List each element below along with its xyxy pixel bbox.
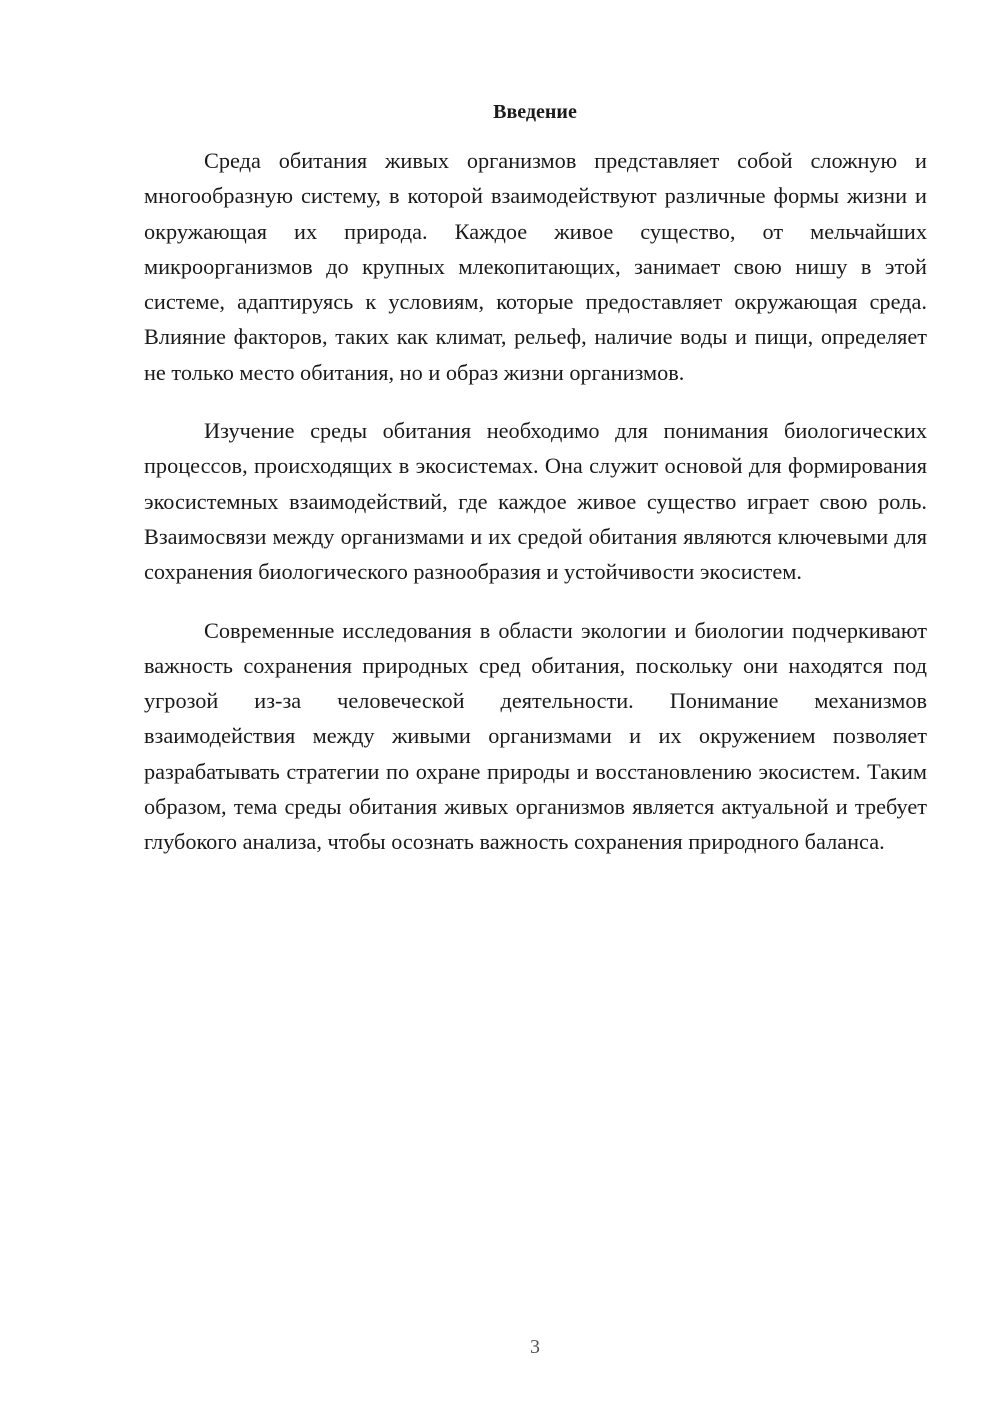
paragraph-1: Среда обитания живых организмов представляет собой сложную и многообразную систему, в которой взаимодействуют различные формы жизни и окружающая их природа. Каждое живое существо, от мельчайших микроорганизмов до крупных млекопитающих, занимает свою нишу в этой системе, адаптируясь к условиям, которые предоставляет окружающая среда. Влияние факторов, таких как климат, рельеф, наличие воды и пищи, определяет не только место обитания, но и образ жизни организмов. [144,148,927,385]
paragraph-3: Современные исследования в области экологии и биологии подчеркивают важность сохранения природных сред обитания, поскольку они находятся под угрозой из-за человеческой деятельности. Понимание механизмов взаимодействия между живыми организмами и их окружением позволяет разрабатывать стратегии по охране природы и восстановлению экосистем. Таким образом, тема среды обитания живых организмов является актуальной и требует глубокого анализа, чтобы осознать важность сохранения природного баланса. [144,617,927,855]
section-title: Введение [493,101,577,123]
paragraph-2: Изучение среды обитания необходимо для понимания биологических процессов, происходящих в экосистемах. Она служит основой для формирования экосистемных взаимодействий, где каждое живое существо играет свою роль. Взаимосвязи между организмами и их средой обитания являются ключевыми для сохранения биологического разнообразия и устойчивости экосистем. [144,418,927,585]
body-text [144,143,927,883]
page-number: 3 [530,1336,540,1358]
